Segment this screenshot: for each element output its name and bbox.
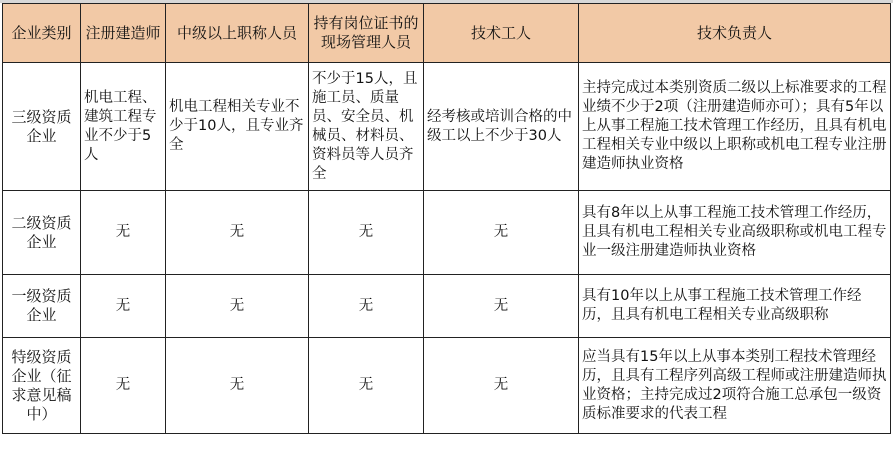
cell-site-managers: 无: [309, 338, 424, 434]
cell-technical-director: 应当具有15年以上从事本类别工程技术管理经历，且具有工程序列高级工程师或注册建造师执业资格；主持完成过2项符合施工总承包一级资质标准要求的代表工程: [579, 338, 891, 434]
qualification-table: [2, 3, 891, 434]
row-category: 一级资质企业: [3, 275, 81, 338]
cell-registered-builder: 无: [81, 191, 166, 275]
header-mid-title-staff: 中级以上职称人员: [166, 4, 309, 63]
header-technical-director: 技术负责人: [579, 4, 891, 63]
row-category: 特级资质企业（征求意见稿中）: [3, 338, 81, 434]
cell-technical-workers: 无: [424, 191, 579, 275]
cell-technical-workers: 经考核或培训合格的中级工以上不少于30人: [424, 63, 579, 191]
cell-registered-builder: 机电工程、建筑工程专业不少于5人: [81, 63, 166, 191]
row-category: 二级资质企业: [3, 191, 81, 275]
cell-technical-workers: 无: [424, 275, 579, 338]
header-technical-workers: 技术工人: [424, 4, 579, 63]
cell-mid-title-staff: 机电工程相关专业不少于10人，且专业齐全: [166, 63, 309, 191]
header-registered-builder: 注册建造师: [81, 4, 166, 63]
table-row: [3, 338, 891, 434]
cell-site-managers: 不少于15人，且施工员、质量员、安全员、机械员、材料员、资料员等人员齐全: [309, 63, 424, 191]
cell-mid-title-staff: 无: [166, 338, 309, 434]
cell-site-managers: 无: [309, 275, 424, 338]
cell-registered-builder: 无: [81, 275, 166, 338]
header-category: 企业类别: [3, 4, 81, 63]
header-row: [3, 4, 891, 63]
cell-technical-director: 主持完成过本类别资质二级以上标准要求的工程业绩不少于2项（注册建造师亦可）；具有5年以上从事工程施工技术管理工作经历，且具有机电工程相关专业中级以上职称或机电工程专业注册建造师执业资格: [579, 63, 891, 191]
cell-site-managers: 无: [309, 191, 424, 275]
cell-mid-title-staff: 无: [166, 191, 309, 275]
cell-mid-title-staff: 无: [166, 275, 309, 338]
header-site-managers: 持有岗位证书的现场管理人员: [309, 4, 424, 63]
cell-technical-workers: 无: [424, 338, 579, 434]
table-row: [3, 275, 891, 338]
cell-registered-builder: 无: [81, 338, 166, 434]
row-category: 三级资质企业: [3, 63, 81, 191]
cell-technical-director: 具有10年以上从事工程施工技术管理工作经历，且具有机电工程相关专业高级职称: [579, 275, 891, 338]
cell-technical-director: 具有8年以上从事工程施工技术管理工作经历，且具有机电工程相关专业高级职称或机电工程专业一级注册建造师执业资格: [579, 191, 891, 275]
table-row: [3, 191, 891, 275]
table-row: [3, 63, 891, 191]
